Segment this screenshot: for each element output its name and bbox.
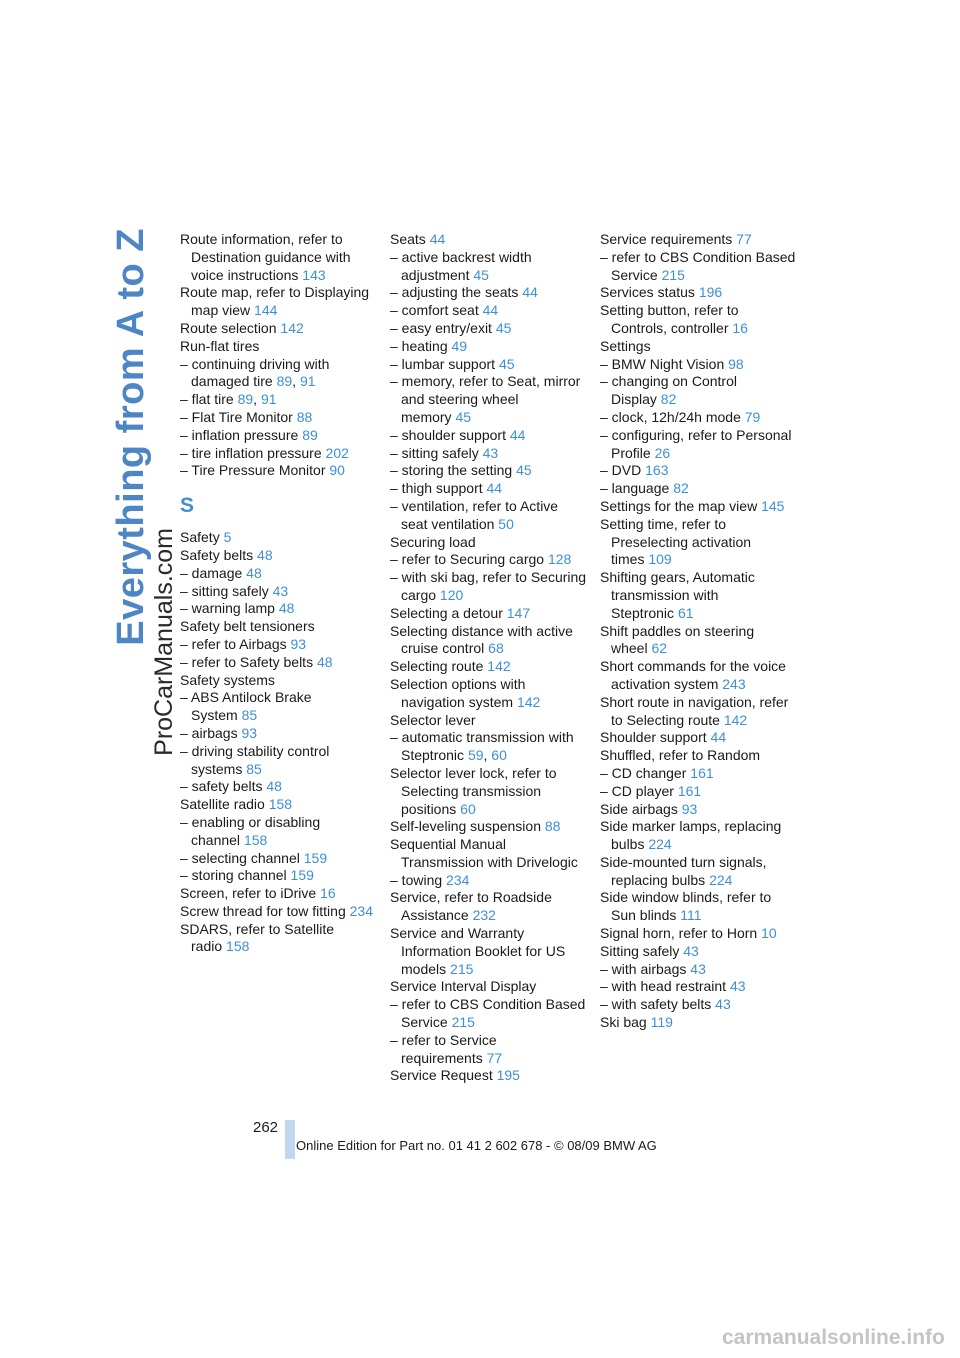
index-entry [390,338,588,356]
index-column-1 [180,231,378,956]
index-term: Screw thread for tow fitting [180,902,346,919]
index-term: – language [600,480,670,497]
index-entry [600,889,798,925]
page-reference-link[interactable]: 85 [246,760,262,777]
index-term: Screen, refer to iDrive [180,885,317,902]
index-term: – memory, refer to Seat, mirror and steering wheel memory [390,373,581,425]
page-reference-link[interactable]: 48 [246,564,262,581]
index-term: – ABS Antilock Brake System [180,689,312,724]
page-reference-link[interactable]: 45 [495,319,512,336]
index-entry [600,356,798,374]
index-term: Side marker lamps, replacing bulbs [600,818,782,853]
index-term: – heating [390,337,448,354]
index-entry [600,302,798,338]
index-term: Shuffled, refer to Random [600,747,761,764]
index-entry [180,600,378,618]
page-reference-link[interactable]: 128 [547,551,572,568]
index-term: – damage [180,564,243,581]
index-entry [390,889,588,925]
page-reference-link[interactable]: 224 [648,836,672,853]
index-term: – automatic transmission with Steptronic [390,729,574,764]
index-term: Seats [390,231,426,247]
index-entry [180,725,378,743]
index-entry [180,445,378,463]
index-term: – refer to Service requirements [390,1031,497,1066]
footer-accent-bar [285,1120,295,1159]
index-entry [600,818,798,854]
index-entry [600,961,798,979]
index-term: – ventilation, refer to Active seat ventilation [390,497,559,532]
page-reference-link[interactable]: 144 [254,302,278,319]
site-watermark: carmanualsonline.info [722,1326,945,1349]
page-reference-link[interactable]: 77 [486,1049,503,1066]
index-term: Safety belts [180,546,254,563]
page-reference-link[interactable]: 48 [278,600,295,617]
page-reference-link[interactable]: 163 [645,462,669,479]
page-reference-link[interactable]: 45 [516,462,532,479]
index-entry [180,778,378,796]
page-reference-link[interactable]: 77 [736,231,752,247]
index-term: – CD player [600,782,674,799]
index-entry [390,480,588,498]
page-reference-link[interactable]: 48 [316,653,333,670]
page-reference-link[interactable]: 234 [349,902,373,919]
page-reference-link[interactable]: 43 [729,978,746,995]
page-reference-link[interactable]: 158 [243,831,268,848]
index-term: – sitting safely [390,444,479,461]
side-chapter-title: Everything from A to Z [110,228,152,646]
page-reference-link[interactable]: 111 [680,907,702,924]
index-entry [600,462,798,480]
index-term: – flat tire [180,391,234,408]
index-term: – comfort seat [390,302,479,319]
index-entry [180,462,378,480]
page-number: 262 [253,1119,279,1136]
index-term: – DVD [600,462,642,479]
page-reference-link[interactable]: 215 [450,960,474,977]
index-entry [180,547,378,565]
index-entry [180,867,378,885]
index-entry [600,925,798,943]
index-entry [390,729,588,765]
page-reference-link[interactable]: 44 [486,480,503,497]
index-entry [600,498,798,516]
page-reference-link[interactable]: 43 [690,960,706,977]
page-reference-link[interactable]: 44 [522,284,538,301]
index-entry [390,284,588,302]
page-reference-link[interactable]: 215 [661,266,685,283]
page-reference-link[interactable]: 195 [496,1067,520,1084]
index-term: Route selection [180,319,277,336]
index-term: – airbags [180,724,238,741]
page-reference-link[interactable]: 145 [761,497,785,514]
footer-edition-text: Online Edition for Part no. 01 41 2 602 678 - © 08/09 BMW AG [296,1138,657,1153]
page-reference-link[interactable]: 142 [516,693,541,710]
page-reference-link[interactable]: 91 [299,373,316,390]
index-term: – storing the setting [390,462,513,479]
page-reference-link[interactable]: 44 [429,231,446,247]
index-entry [180,636,378,654]
index-term: – BMW Night Vision [600,355,725,372]
page-reference-link[interactable]: 44 [710,729,727,746]
page-reference-link[interactable]: 88 [296,408,313,425]
index-entry [600,516,798,569]
index-term: Side-mounted turn signals, replacing bulbs [600,853,767,888]
index-entry [180,427,378,445]
index-term: Service, refer to Roadside Assistance [390,889,552,924]
page-reference-link[interactable]: 215 [451,1014,475,1031]
index-term: Shifting gears, Automatic transmission with Steptronic [600,569,755,621]
index-entry [390,320,588,338]
index-entry [390,551,588,569]
page-reference-link[interactable]: 196 [698,284,723,301]
page-reference-link[interactable]: 232 [472,907,496,924]
page-reference-link[interactable]: 142 [280,319,304,336]
page-reference-link[interactable]: 119 [650,1014,673,1031]
index-term: – selecting channel [180,849,300,866]
index-entry [600,623,798,659]
index-term: – refer to CBS Condition Based Service [390,996,586,1031]
index-term: – towing [390,871,443,888]
page-reference-link[interactable]: 243 [722,675,746,692]
page-reference-link[interactable]: 89 [302,426,318,443]
index-term: Service Interval Display [390,978,537,995]
index-term: Run-flat tires [180,337,260,354]
index-entry [390,1032,588,1068]
index-entry [600,996,798,1014]
index-entry [390,249,588,285]
index-entry [180,529,378,547]
index-term: SDARS, refer to Satellite radio [180,920,335,955]
index-entry [390,445,588,463]
index-entry [600,658,798,694]
index-entry [180,284,378,320]
page-reference-link[interactable]: 10 [761,925,777,942]
index-entry [390,996,588,1032]
index-term: – driving stability control systems [180,742,330,777]
page-reference-link[interactable]: 82 [673,480,689,497]
index-term: – refer to CBS Condition Based Service [600,248,796,283]
index-entry [600,694,798,730]
index-entry [180,565,378,583]
index-term: – Flat Tire Monitor [180,408,293,425]
index-entry [390,231,588,249]
index-term: – shoulder support [390,426,506,443]
index-entry [600,480,798,498]
page-reference-link[interactable]: 48 [266,778,282,795]
index-entry [600,747,798,765]
index-entry [390,373,588,426]
index-term: Selector lever lock, refer to Selecting transmission positions [390,764,557,817]
page-reference-link[interactable]: 161 [690,764,714,781]
index-term: Selector lever [390,711,476,728]
index-entry [180,903,378,921]
index-term: Ski bag [600,1014,647,1031]
page-reference-link[interactable]: 93 [681,800,698,817]
page-reference-link[interactable]: 48 [257,546,273,563]
index-term: Sitting safely [600,942,680,959]
index-entry [390,356,588,374]
page-reference-link[interactable]: 16 [320,885,336,902]
index-term: Selection options with navigation system [390,675,526,710]
index-entry [180,231,378,284]
index-entry [390,1067,588,1085]
index-entry [600,729,798,747]
index-term: – continuing driving with damaged tire [180,355,330,390]
index-term: Side airbags [600,800,678,817]
page-reference-link[interactable]: 43 [683,942,699,959]
index-term: – safety belts [180,778,263,795]
index-term: Self-leveling suspension [390,818,541,835]
page-reference-link[interactable]: 109 [648,551,672,568]
page-reference-link[interactable]: 44 [509,426,526,443]
index-entry [180,338,378,356]
index-term: – configuring, refer to Personal Profile [600,426,792,461]
page-reference-link[interactable]: 50 [498,515,514,532]
index-entry [390,836,588,872]
page-reference-link[interactable]: 59 [467,747,484,764]
index-term: – Tire Pressure Monitor [180,462,326,479]
index-term: – active backrest width adjustment [390,248,532,283]
index-term: Satellite radio [180,796,265,813]
index-term: – with ski bag, refer to Securing cargo [390,569,587,603]
page-reference-link[interactable]: 61 [677,604,694,621]
index-entry [600,409,798,427]
index-term: – enabling or disabling channel [180,813,321,848]
index-entry [180,672,378,690]
page-reference-link[interactable]: 159 [290,867,314,884]
index-entry [180,885,378,903]
index-term: Securing load [390,533,476,550]
index-entry [390,569,588,605]
index-term: Sequential Manual Transmission with Drivelogic [390,836,578,870]
index-entry [180,689,378,725]
index-entry [600,783,798,801]
index-entry [390,676,588,712]
index-entry [390,427,588,445]
page-reference-link[interactable]: 142 [487,658,511,675]
index-column-2 [390,231,588,1085]
page-reference-link[interactable]: 43 [482,444,499,461]
page-reference-link[interactable]: 44 [482,302,499,319]
index-entry [390,462,588,480]
index-entry [180,921,378,957]
page-reference-link[interactable]: 93 [241,724,258,741]
page-reference-link[interactable]: 224 [709,871,733,888]
index-term: Route map, refer to Displaying map view [180,284,370,319]
index-term: Settings [600,337,651,354]
index-entry [600,1014,798,1032]
page-reference-link[interactable]: 142 [723,711,748,728]
page-reference-link[interactable]: 158 [268,796,293,813]
index-entry [390,605,588,623]
index-entry [600,338,798,356]
index-entry [390,765,588,818]
index-term: – warning lamp [180,600,275,617]
index-term: – with airbags [600,960,687,977]
index-term: Setting button, refer to Controls, controller [600,302,739,336]
page-reference-link[interactable]: 60 [491,747,507,764]
index-entry [600,427,798,463]
index-entry [180,814,378,850]
index-entry [390,498,588,534]
page-reference-link[interactable]: 98 [728,355,744,372]
index-term: – refer to Securing cargo [390,551,545,568]
index-entry [180,743,378,779]
index-term: Selecting distance with active cruise control [390,622,573,657]
page-reference-link[interactable]: 5 [223,529,232,546]
watermark-text: ProCarManuals.com [150,528,178,756]
index-entry [600,854,798,890]
index-entry [390,925,588,978]
index-entry [600,765,798,783]
index-entry [180,409,378,427]
page-reference-link[interactable]: 45 [473,266,489,283]
index-term: – inflation pressure [180,426,299,443]
page-reference-link[interactable]: 120 [439,586,464,603]
index-term: Services status [600,284,695,301]
index-term: – with head restraint [600,978,727,995]
page-reference-link[interactable]: 43 [715,996,731,1013]
page-reference-link[interactable]: 85 [241,707,258,724]
page-reference-link[interactable]: 91 [260,391,277,408]
index-entry [600,978,798,996]
index-entry [180,583,378,601]
index-entry [390,818,588,836]
page-reference-link[interactable]: 90 [329,462,345,479]
page-reference-link[interactable]: 159 [303,849,328,866]
index-term: – sitting safely [180,582,269,599]
index-term: – thigh support [390,480,483,497]
index-term: – changing on Control Display [600,373,737,408]
page-ref-separator: , [292,373,300,390]
index-term: Shoulder support [600,729,707,746]
page-reference-link[interactable]: 45 [498,355,515,372]
index-term: Side window blinds, refer to Sun blinds [600,889,772,924]
index-entry [180,796,378,814]
index-entry [180,654,378,672]
index-entry [600,249,798,285]
page-reference-link[interactable]: 93 [290,635,307,652]
index-term: Short route in navigation, refer to Selecting route [600,693,789,728]
page-reference-link[interactable]: 49 [451,337,468,354]
index-term: Safety [180,529,220,546]
index-entry [390,872,588,890]
page-reference-link[interactable]: 60 [460,800,476,817]
page-reference-link[interactable]: 79 [744,408,761,425]
index-term: – easy entry/exit [390,319,492,336]
page-reference-link[interactable]: 143 [302,266,326,283]
index-entry [390,302,588,320]
index-term: – refer to Airbags [180,635,287,652]
index-entry [600,373,798,409]
page-reference-link[interactable]: 234 [446,871,470,888]
index-term: – tire inflation pressure [180,444,322,461]
page-reference-link[interactable]: 43 [272,582,289,599]
index-entry [390,978,588,996]
index-term: – lumbar support [390,355,496,372]
index-term: – with safety belts [600,996,712,1013]
index-entry [180,356,378,392]
page-reference-link[interactable]: 89 [276,373,293,390]
index-term: Selecting route [390,658,484,675]
index-entry [390,712,588,730]
index-term: – adjusting the seats [390,284,519,301]
index-entry [600,284,798,302]
page-reference-link[interactable]: 68 [488,640,504,657]
index-term: Settings for the map view [600,497,758,514]
index-column-3 [600,231,798,1032]
index-entry [600,943,798,961]
index-entry [390,658,588,676]
page-reference-link[interactable]: 45 [455,408,472,425]
page-reference-link[interactable]: 161 [677,782,702,799]
page-reference-link[interactable]: 16 [732,319,748,336]
index-term: Safety systems [180,671,275,688]
index-term: Selecting a detour [390,604,503,621]
page-reference-link[interactable]: 158 [226,938,250,955]
index-term: Service requirements [600,231,733,247]
page-reference-link[interactable]: 89 [237,391,254,408]
index-term: – refer to Safety belts [180,653,314,670]
index-term: Shift paddles on steering wheel [600,622,755,657]
page-reference-link[interactable]: 147 [506,604,531,621]
index-entry [180,391,378,409]
index-term: Service and Warranty Information Booklet for US models [390,925,566,977]
index-entry [390,534,588,552]
index-term: Service Request [390,1067,493,1084]
page-reference-link[interactable]: 88 [544,818,561,835]
page-reference-link[interactable]: 82 [660,391,677,408]
index-term: – CD changer [600,764,687,781]
index-entry [180,320,378,338]
index-term: Short commands for the voice activation system [600,658,786,692]
section-letter-heading: S [180,494,195,518]
page-reference-link[interactable]: 62 [651,640,668,657]
index-entry [600,801,798,819]
page-ref-separator: , [253,391,261,408]
index-term: – clock, 12h/24h mode [600,408,741,425]
index-term: Signal horn, refer to Horn [600,925,758,942]
index-entry [180,618,378,636]
index-entry [600,231,798,249]
index-term: Setting time, refer to Preselecting activation times [600,515,752,568]
page-reference-link[interactable]: 202 [325,444,349,461]
index-entry [180,850,378,868]
page-ref-separator: , [483,747,492,764]
index-entry [600,569,798,622]
page-reference-link[interactable]: 26 [654,444,671,461]
index-term: Route information, refer to Destination guidance with voice instructions [180,231,351,283]
index-term: – storing channel [180,867,287,884]
index-term: Safety belt tensioners [180,618,315,635]
index-entry [390,623,588,659]
